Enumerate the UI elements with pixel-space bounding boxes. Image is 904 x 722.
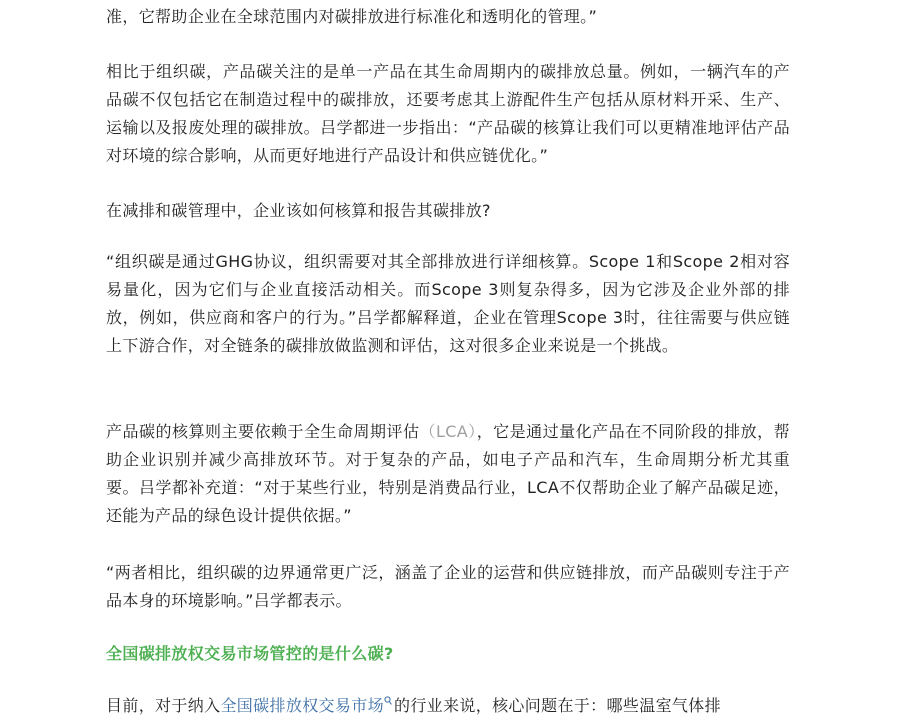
carbon-market-link[interactable] (220, 696, 394, 715)
article-paragraph-5 (106, 418, 790, 530)
article-paragraph-1: 准，它帮助企业在全球范围内对碳排放进行标准化和透明化的管理。” (106, 7, 598, 26)
article-paragraph-2: 相比于组织碳，产品碳关注的是单一产品在其生命周期内的碳排放总量。例如，一辆汽车的产品碳不仅包括它在制造过程中的碳排放，还要考虑其上游配件生产包括从原材料开采、生产、运输以及报废处理的碳排放。吕学都进一步指出：“产品碳的核算让我们可以更精准地评估产品对环境的综合影响，从而更好地进行产品设计和供应链优化。” (106, 62, 790, 165)
article-paragraph-7 (106, 692, 790, 720)
lca-annotation: （LCA） (419, 422, 477, 441)
carbon-market-link-label: 全国碳排放权交易市场 (220, 696, 384, 715)
article-paragraph-6: “两者相比，组织碳的边界通常更广泛，涵盖了企业的运营和供应链排放，而产品碳则专注于产品本身的环境影响。”吕学都表示。 (106, 563, 790, 610)
paragraph-7-text-start: 目前，对于纳入 (106, 696, 221, 715)
paragraph-7-text-end: 的行业来说，核心问题在于：哪些温室气体排 (393, 696, 721, 715)
paragraph-5-text-end: ，它是通过量化产品在不同阶段的排放，帮助企业识别并减少高排放环节。对于复杂的产品，如电子产品和汽车，生命周期分析尤其重要。吕学都补充道：“对于某些行业，特别是消费品行业，LCA不仅帮助企业了解产品碳足迹，还能为产品的绿色设计提供依据。” (106, 422, 790, 525)
article-paragraph-3: 在减排和碳管理中，企业该如何核算和报告其碳排放? (106, 201, 491, 220)
section-heading: 全国碳排放权交易市场管控的是什么碳? (106, 644, 394, 663)
article-paragraph-4: “组织碳是通过GHG协议，组织需要对其全部排放进行详细核算。Scope 1和Scope 2相对容易量化，因为它们与企业直接活动相关。而Scope 3则复杂得多，因为它涉及企业外部的排放，例如，供应商和客户的行为。”吕学都解释道，企业在管理Scope 3时，往往需要与供应链上下游合作，对全链条的碳排放做监测和评估，这对很多企业来说是一个挑战。 (106, 252, 790, 355)
search-icon (384, 696, 392, 706)
paragraph-5-text-start: 产品碳的核算则主要依赖于全生命周期评估 (106, 422, 420, 441)
